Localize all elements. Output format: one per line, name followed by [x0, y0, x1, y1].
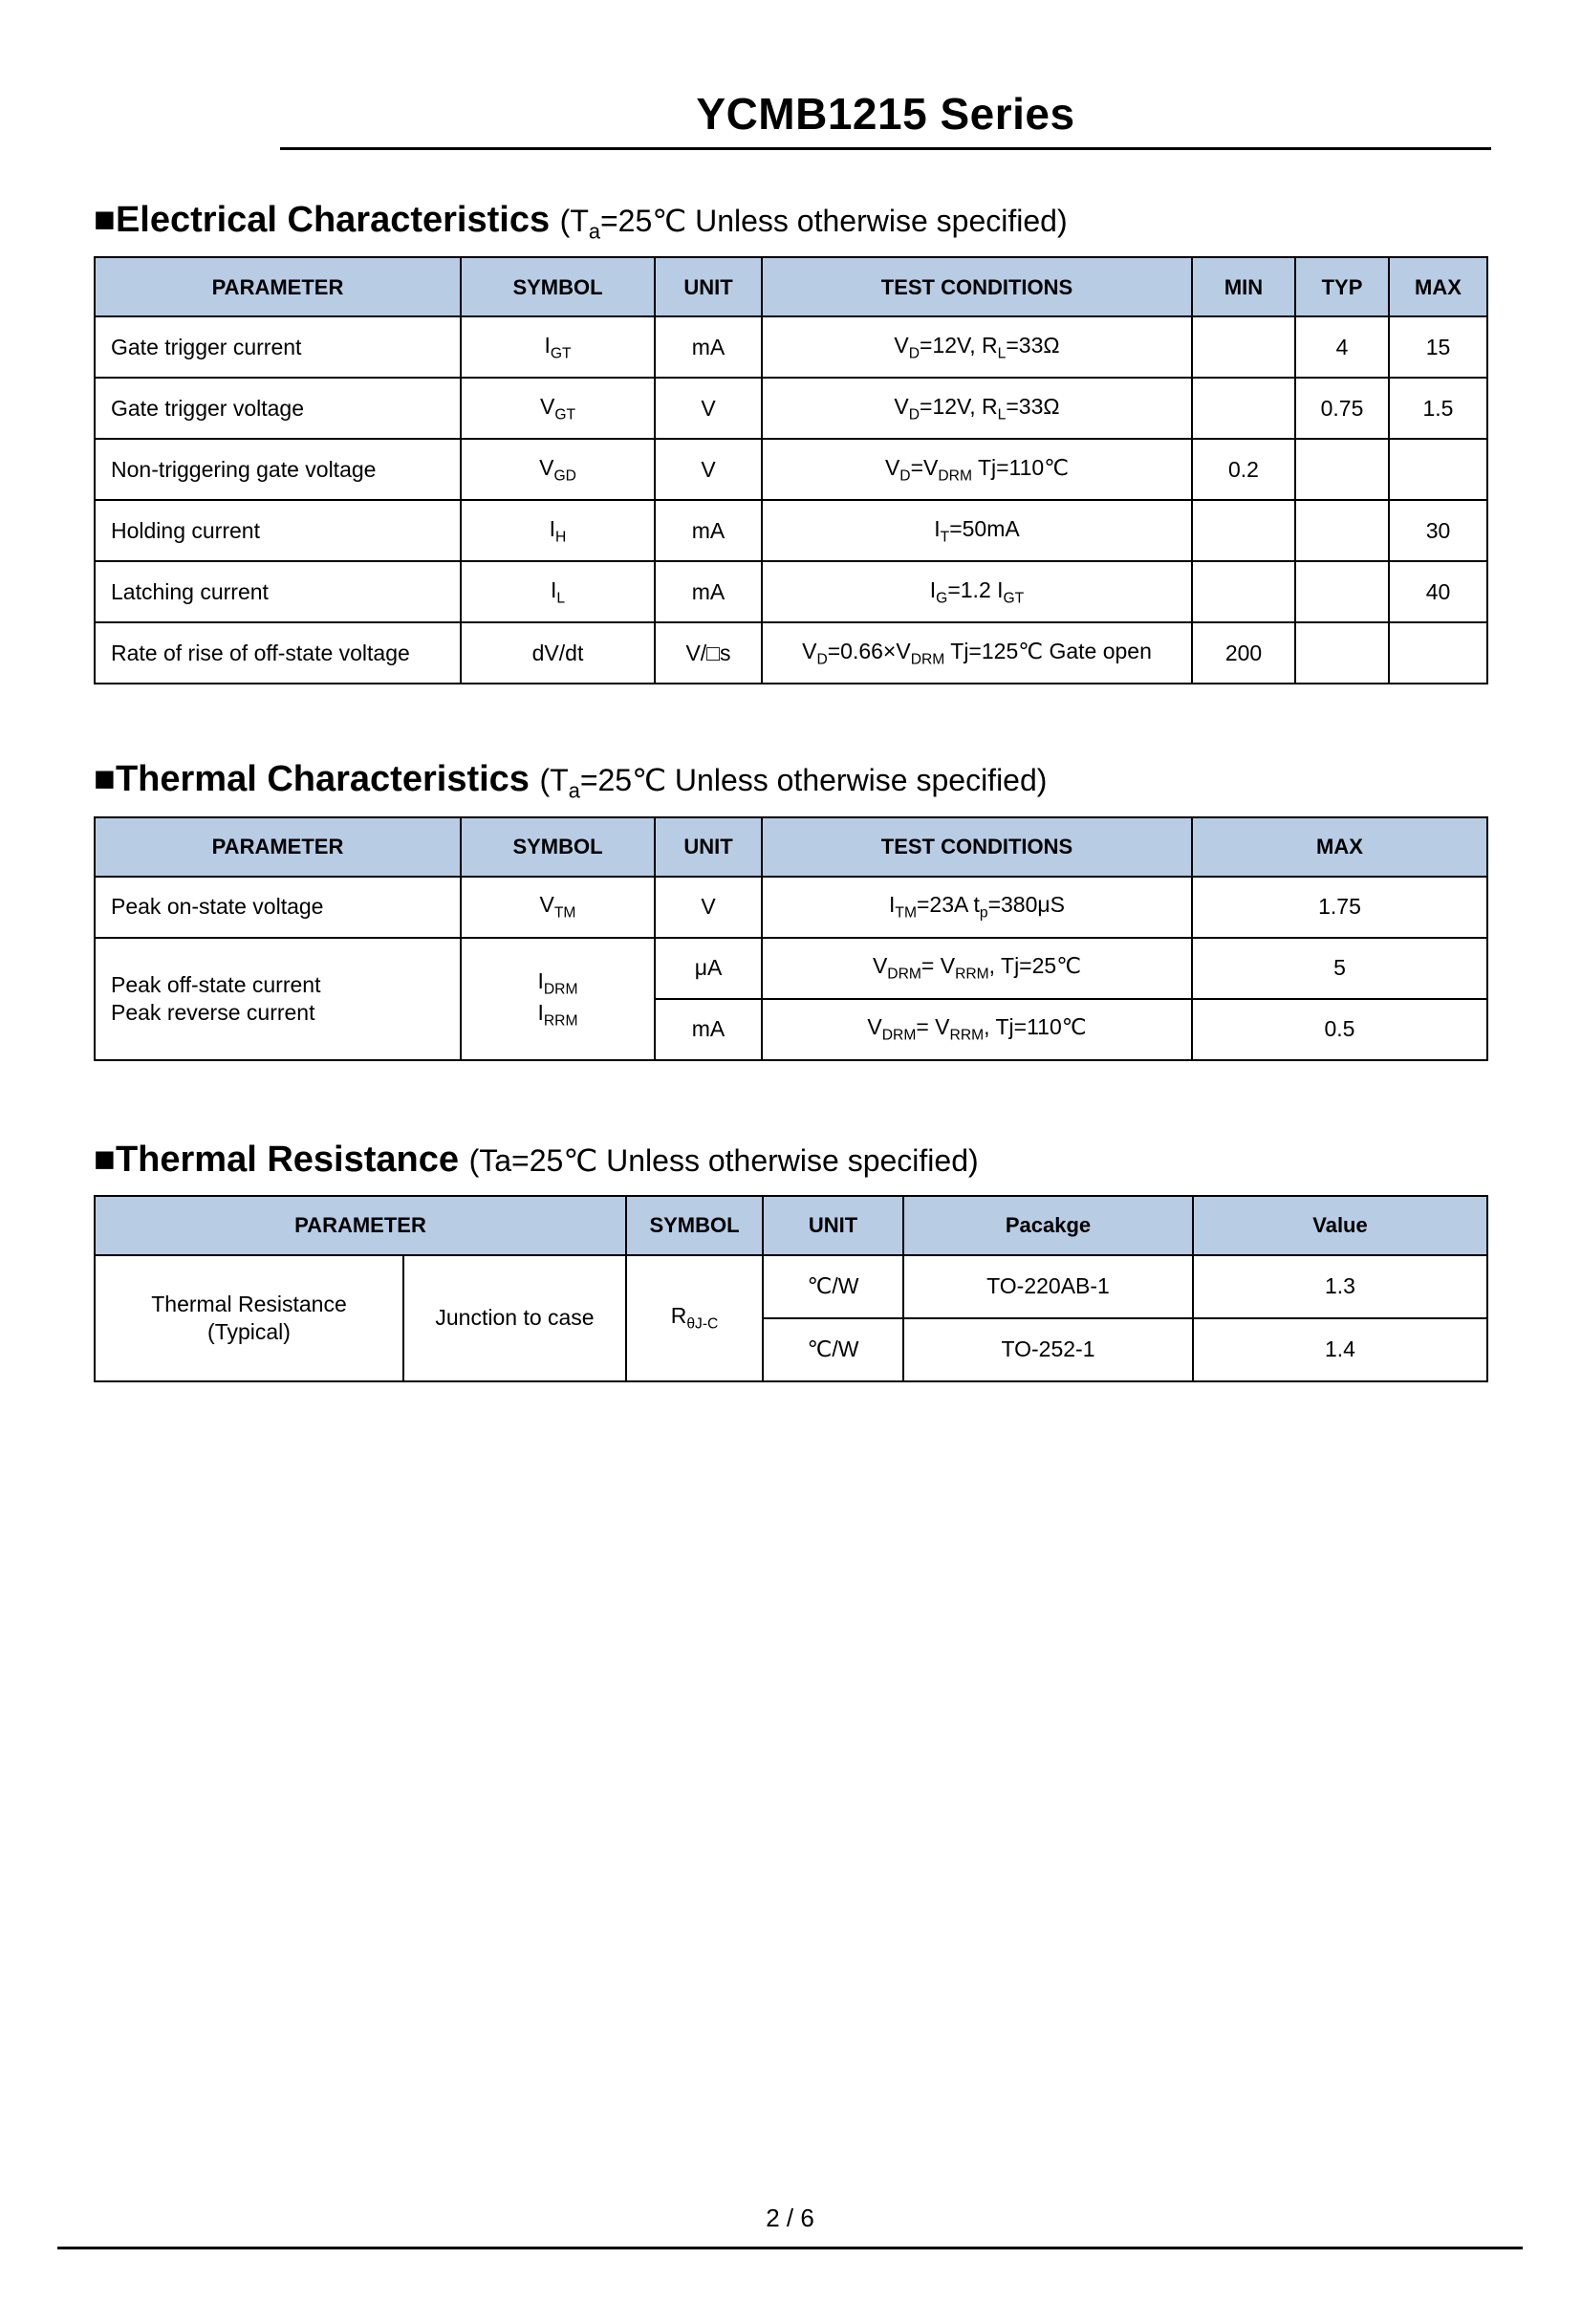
header-symbol: SYMBOL	[626, 1196, 763, 1255]
test-conditions-cell: $V_{DRM}= V_{RRM}$, Tj=110℃	[762, 999, 1192, 1060]
electrical-heading-text: ■Electrical Characteristics	[94, 200, 551, 240]
table-row	[95, 1255, 1487, 1318]
parameter-cell: Rate of rise of off-state voltage	[95, 622, 461, 684]
typ-cell: 0.75	[1295, 378, 1389, 439]
max-cell: 1.75	[1192, 877, 1487, 938]
section-thermal-resistance	[94, 1140, 1486, 1382]
header-test-conditions: TEST CONDITIONS	[762, 257, 1192, 316]
unit-cell: mA	[655, 561, 762, 622]
header-parameter: PARAMETER	[95, 817, 461, 877]
section-thermal-characteristics	[94, 759, 1486, 1060]
min-cell	[1192, 500, 1295, 561]
min-cell	[1192, 378, 1295, 439]
symbol-cell: dV/dt	[461, 622, 655, 684]
typ-cell	[1295, 622, 1389, 684]
unit-cell: ℃/W	[763, 1255, 903, 1318]
table-row	[95, 938, 1487, 999]
thermal-heading-text: ■Thermal Characteristics	[94, 759, 530, 800]
header-unit: UNIT	[655, 257, 762, 316]
test-conditions-cell: $V_D=12V$, $R_L=33\Omega$	[762, 378, 1192, 439]
unit-cell: mA	[655, 999, 762, 1060]
symbol-cell: $R_{\theta J-C}$	[626, 1255, 763, 1381]
datasheet-page	[0, 88, 1581, 2324]
test-conditions-cell: $V_D=0.66\times V_{DRM}$ Tj=125℃ Gate open	[762, 622, 1192, 684]
header-typ: TYP	[1295, 257, 1389, 316]
symbol-cell: $I_H$	[461, 500, 655, 561]
section-electrical-characteristics	[94, 200, 1486, 684]
max-cell	[1389, 439, 1487, 500]
electrical-section-heading	[94, 200, 1486, 243]
table-row	[95, 378, 1487, 439]
package-cell: TO-252-1	[903, 1318, 1193, 1381]
symbol-cell: $V_{GD}$	[461, 439, 655, 500]
max-cell: 1.5	[1389, 378, 1487, 439]
min-cell: 200	[1192, 622, 1295, 684]
header-parameter: PARAMETER	[95, 1196, 626, 1255]
min-cell: 0.2	[1192, 439, 1295, 500]
symbol-cell: $V_{GT}$	[461, 378, 655, 439]
unit-cell: ℃/W	[763, 1318, 903, 1381]
unit-cell: V/□s	[655, 622, 762, 684]
value-cell: 1.4	[1193, 1318, 1487, 1381]
symbol-cell: $V_{TM}$	[461, 877, 655, 938]
electrical-characteristics-table	[94, 256, 1488, 684]
test-conditions-cell: $V_D=V_{DRM}$ Tj=110℃	[762, 439, 1192, 500]
min-cell	[1192, 561, 1295, 622]
header-symbol: SYMBOL	[461, 817, 655, 877]
typ-cell	[1295, 561, 1389, 622]
header-row	[95, 817, 1487, 877]
unit-cell: mA	[655, 316, 762, 378]
header-unit: UNIT	[655, 817, 762, 877]
test-conditions-cell: $I_{TM}=23A$ $t_p=380\mu S$	[762, 877, 1192, 938]
page-title: YCMB1215 Series	[696, 89, 1075, 139]
parameter-cell: Latching current	[95, 561, 461, 622]
thermal-resistance-table	[94, 1195, 1488, 1382]
parameter-cell: Holding current	[95, 500, 461, 561]
header-test-conditions: TEST CONDITIONS	[762, 817, 1192, 877]
table-row	[95, 561, 1487, 622]
parameter-cell: Thermal Resistance (Typical)	[95, 1255, 403, 1381]
table-row	[95, 622, 1487, 684]
header-max: MAX	[1192, 817, 1487, 877]
package-cell: TO-220AB-1	[903, 1255, 1193, 1318]
table-row	[95, 316, 1487, 378]
max-cell: 15	[1389, 316, 1487, 378]
unit-cell: V	[655, 439, 762, 500]
test-conditions-cell: $V_D=12V$, $R_L=33\Omega$	[762, 316, 1192, 378]
symbol-cell: $I_{DRM}$ $I_{RRM}$	[461, 938, 655, 1060]
header-row	[95, 257, 1487, 316]
typ-cell	[1295, 439, 1389, 500]
max-cell: 40	[1389, 561, 1487, 622]
min-cell	[1192, 316, 1295, 378]
symbol-cell: $I_{GT}$	[461, 316, 655, 378]
title-rule	[280, 147, 1491, 150]
header-unit: UNIT	[763, 1196, 903, 1255]
parameter-cell: Peak off-state current Peak reverse current	[95, 938, 461, 1060]
parameter-cell: Gate trigger current	[95, 316, 461, 378]
header-row	[95, 1196, 1487, 1255]
parameter-cell: Non-triggering gate voltage	[95, 439, 461, 500]
resistance-section-heading	[94, 1140, 1486, 1182]
resistance-heading-condition: (Ta=25℃ Unless otherwise specified)	[468, 1142, 979, 1178]
typ-cell	[1295, 500, 1389, 561]
parameter-cell: Gate trigger voltage	[95, 378, 461, 439]
unit-cell: μA	[655, 938, 762, 999]
header-package: Pacakge	[903, 1196, 1193, 1255]
page-footer	[57, 2204, 1523, 2249]
header-max: MAX	[1389, 257, 1487, 316]
thermal-section-heading	[94, 759, 1486, 802]
header-symbol: SYMBOL	[461, 257, 655, 316]
electrical-heading-condition: ($T_a=25℃$ Unless otherwise specified)	[559, 204, 1068, 244]
page-number: 2 / 6	[766, 2204, 814, 2232]
unit-cell: mA	[655, 500, 762, 561]
header-value: Value	[1193, 1196, 1487, 1255]
table-row	[95, 500, 1487, 561]
resistance-heading-text: ■Thermal Resistance	[94, 1139, 460, 1180]
max-cell: 30	[1389, 500, 1487, 561]
max-cell: 0.5	[1192, 999, 1487, 1060]
test-conditions-cell: $I_G=1.2$ $I_{GT}$	[762, 561, 1192, 622]
test-conditions-cell: $V_{DRM}= V_{RRM}$, Tj=25℃	[762, 938, 1192, 999]
thermal-heading-condition: ($T_a=25℃$ Unless otherwise specified)	[539, 763, 1048, 803]
unit-cell: V	[655, 877, 762, 938]
table-row	[95, 439, 1487, 500]
header-parameter: PARAMETER	[95, 257, 461, 316]
max-cell: 5	[1192, 938, 1487, 999]
table-row	[95, 877, 1487, 938]
parameter-cell: Peak on-state voltage	[95, 877, 461, 938]
typ-cell: 4	[1295, 316, 1389, 378]
header-min: MIN	[1192, 257, 1295, 316]
symbol-cell: $I_L$	[461, 561, 655, 622]
value-cell: 1.3	[1193, 1255, 1487, 1318]
test-conditions-cell: $I_T=50mA$	[762, 500, 1192, 561]
unit-cell: V	[655, 378, 762, 439]
thermal-characteristics-table	[94, 816, 1488, 1061]
max-cell	[1389, 622, 1487, 684]
parameter-detail-cell: Junction to case	[403, 1255, 626, 1381]
